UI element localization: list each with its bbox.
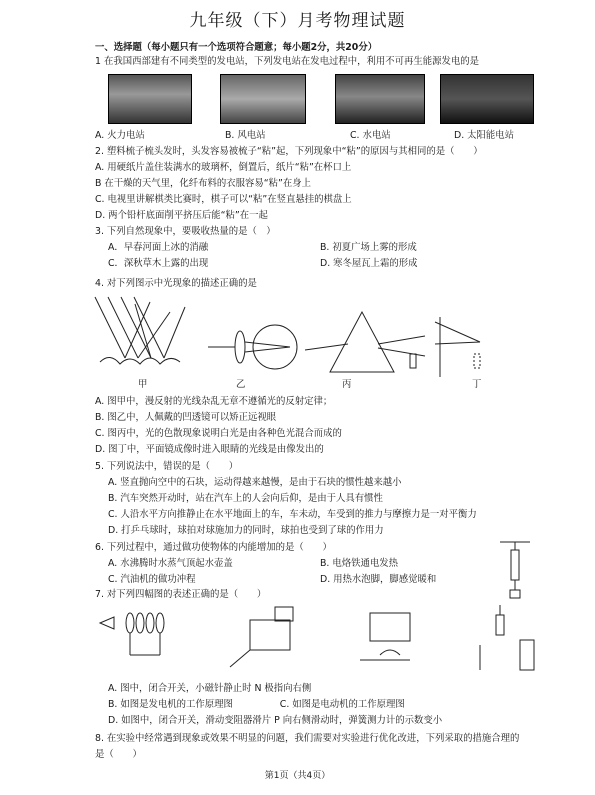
q2-option-b: B 在干燥的天气里，化纤布料的衣服容易“粘”在身上 [95,178,312,189]
page-title: 九年级（下）月考物理试题 [189,11,406,31]
q1-option-c: C. 水电站 [350,130,391,141]
question-3-stem: 3. 下列自然现象中，要吸收热量的是（ ） [95,226,276,237]
hydro-dam-photo [335,74,425,124]
q1-option-b: B. 风电站 [225,130,266,141]
figure-label-ding: 丁 [472,379,482,390]
q6-option-d: D. 用热水泡脚，脚感觉暖和 [320,574,437,585]
q1-option-d: D. 太阳能电站 [454,130,515,141]
solar-plant-photo [440,74,534,124]
light-phenomena-figures [90,292,570,392]
q5-option-a: A. 竖直抛向空中的石块，运动得越来越慢，是由于石块的惯性越来越小 [108,477,402,488]
question-5-stem: 5. 下列说法中，错误的是（ ） [95,461,239,472]
q5-option-b: B. 汽车突然开动时，站在汽车上的人会向后仰，是由于人具有惯性 [108,493,383,504]
q7-option-a: A. 图中，闭合开关，小磁针静止时 N 极指向右侧 [108,683,312,694]
figure-label-yi: 乙 [236,379,246,390]
figure-label-bing: 丙 [342,379,352,390]
q2-option-a: A. 用硬纸片盖住装满水的玻璃杯，倒置后，纸片“粘”在杯口上 [95,162,352,173]
q5-option-d: D. 打乒乓球时，球拍对球施加力的同时，球拍也受到了球的作用力 [108,525,384,536]
question-1-stem: 1 在我国西部建有不同类型的发电站，下列发电站在发电过程中，利用不可再生能源发电的是 [95,56,479,67]
q3-option-a: A．早春河面上冰的消融 [108,242,209,253]
q3-option-b: B. 初夏广场上雾的形成 [320,242,417,253]
q4-option-d: D. 图丁中，平面镜成像时进入眼睛的光线是由像发出的 [95,444,324,455]
q6-option-a: A. 水沸腾时水蒸气顶起水壶盖 [108,558,233,569]
q7-option-bc: B. 如图是发电机的工作原理图 C. 如图是电动机的工作原理图 [108,699,405,710]
q3-option-d: D. 寒冬屋瓦上霜的形成 [320,258,418,269]
question-7-stem: 7. 对下列四幅图的表述正确的是（ ） [95,589,267,600]
question-6-stem: 6. 下列过程中，通过做功使物体的内能增加的是（ ） [95,542,332,553]
q2-option-c: C. 电视里讲解棋类比赛时，棋子可以“粘”在竖直悬挂的棋盘上 [95,194,352,205]
q4-option-a: A. 图甲中，漫反射的光线杂乱无章不遵循光的反射定律； [95,396,333,407]
question-2-stem: 2. 塑料梳子梳头发时，头发容易被梳子“粘”起，下列现象中“粘”的原因与其相同的是（ ） [95,146,483,157]
thermal-plant-photo [108,74,192,124]
q4-option-b: B. 图乙中，人佩戴的凹透镜可以矫正远视眼 [95,412,277,423]
q1-option-a: A. 火力电站 [95,130,145,141]
q3-option-c: C．深秋草木上露的出现 [108,258,209,269]
question-4-stem: 4. 对下列图示中光现象的描述正确的是 [95,278,257,289]
section-heading: 一、选择题（每小题只有一个选项符合题意；每小题2分，共20分） [95,42,378,53]
figure-label-jia: 甲 [138,379,148,390]
q2-option-d: D. 两个铅杆底面削平挤压后能“粘”在一起 [95,210,268,221]
question-8-stem: 8. 在实验中经常遇到现象或效果不明显的问题，我们需要对实验进行优化改进，下列采取的措施合理的 [95,733,520,744]
q6-option-c: C. 汽油机的做功冲程 [108,574,196,585]
q4-option-c: C. 图丙中，光的色散现象说明白光是由各种色光混合而成的 [95,428,342,439]
page-footer: 第1页（共4页） [264,771,331,781]
spring-scale-figure [500,540,530,600]
question-8-stem-continued: 是（ ） [95,749,142,760]
q7-option-d: D. 如图中，闭合开关，滑动变阻器滑片 P 向右侧滑动时，弹簧测力计的示数变小 [108,715,443,726]
q6-option-b: B. 电烙铁通电发热 [320,558,399,569]
electromagnetism-figures [100,605,550,675]
q5-option-c: C. 人沿水平方向推静止在水平地面上的车，车未动，车受到的推力与摩擦力是一对平衡力 [108,509,477,520]
wind-farm-photo [220,74,306,124]
